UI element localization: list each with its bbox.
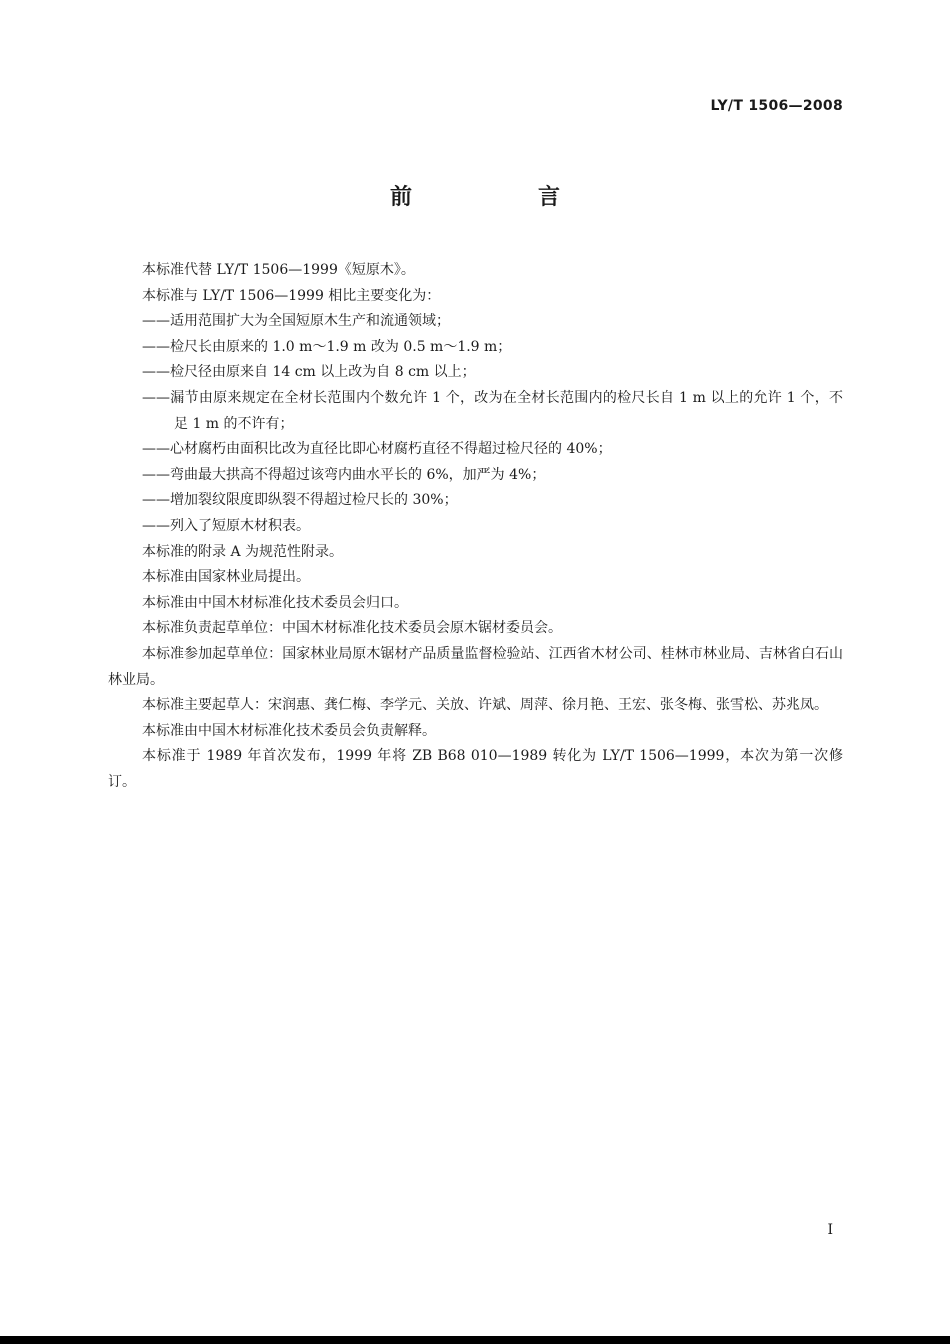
paragraph-drafters: 本标准主要起草人：宋润惠、龚仁梅、李学元、关放、许斌、周萍、徐月艳、王宏、张冬梅、张雪松、苏兆凤。 [142, 697, 828, 714]
paragraph-participating-units: 本标准参加起草单位：国家林业局原木锯材产品质量监督检验站、江西省木材公司、桂林市林业局、吉林省白石山林业局。 [108, 645, 843, 688]
list-item-knot [108, 386, 843, 437]
paragraph-appendix: 本标准的附录 A 为规范性附录。 [142, 543, 344, 560]
list-item-volume-table [108, 514, 843, 540]
list-item-text: ——增加裂纹限度即纵裂不得超过检尺长的 30%； [142, 492, 458, 509]
list-item-text: ——列入了短原木材积表。 [142, 517, 310, 534]
list-item-text: ——漏节由原来规定在全材长范围内个数允许 1 个，改为在全材长范围内的检尺长自 1 m 以上的允许 1 个，不足 1 m 的不许有； [142, 389, 843, 432]
list-item-length [108, 335, 843, 361]
page-title: 前 言 [389, 185, 612, 210]
paragraph-interpretation: 本标准由中国木材标准化技术委员会负责解释。 [142, 722, 436, 739]
paragraph-centralized-by: 本标准由中国木材标准化技术委员会归口。 [142, 594, 408, 611]
paragraph-changes-intro: 本标准与 LY/T 1506—1999 相比主要变化为： [142, 287, 441, 304]
standard-code: LY/T 1506—2008 [710, 98, 843, 114]
list-item-text: ——心材腐朽由面积比改为直径比即心材腐朽直径不得超过检尺径的 40%； [142, 441, 612, 458]
paragraph-proposed-by: 本标准由国家林业局提出。 [142, 569, 310, 586]
list-item-crack [108, 488, 843, 514]
bottom-edge-bar [0, 1336, 950, 1344]
page-number: I [827, 1222, 833, 1238]
paragraph-replaces: 本标准代替 LY/T 1506—1999《短原木》。 [142, 262, 415, 278]
list-item-text: ——弯曲最大拱高不得超过该弯内曲水平长的 6%，加严为 4%； [142, 466, 546, 483]
list-item-scope [108, 309, 843, 335]
document-body [108, 258, 843, 795]
list-item-bend [108, 463, 843, 489]
list-item-diameter [108, 360, 843, 386]
paragraph-history: 本标准于 1989 年首次发布，1999 年将 ZB B68 010—1989 转化为 LY/T 1506—1999，本次为第一次修订。 [108, 748, 843, 790]
list-item-heart-rot [108, 437, 843, 463]
list-item-text: ——适用范围扩大为全国短原木生产和流通领域； [142, 313, 450, 330]
list-item-text: ——检尺径由原来自 14 cm 以上改为自 8 cm 以上； [142, 364, 476, 381]
paragraph-drafting-unit: 本标准负责起草单位：中国木材标准化技术委员会原木锯材委员会。 [142, 620, 562, 637]
list-item-text: ——检尺长由原来的 1.0 m～1.9 m 改为 0.5 m～1.9 m； [142, 338, 512, 355]
